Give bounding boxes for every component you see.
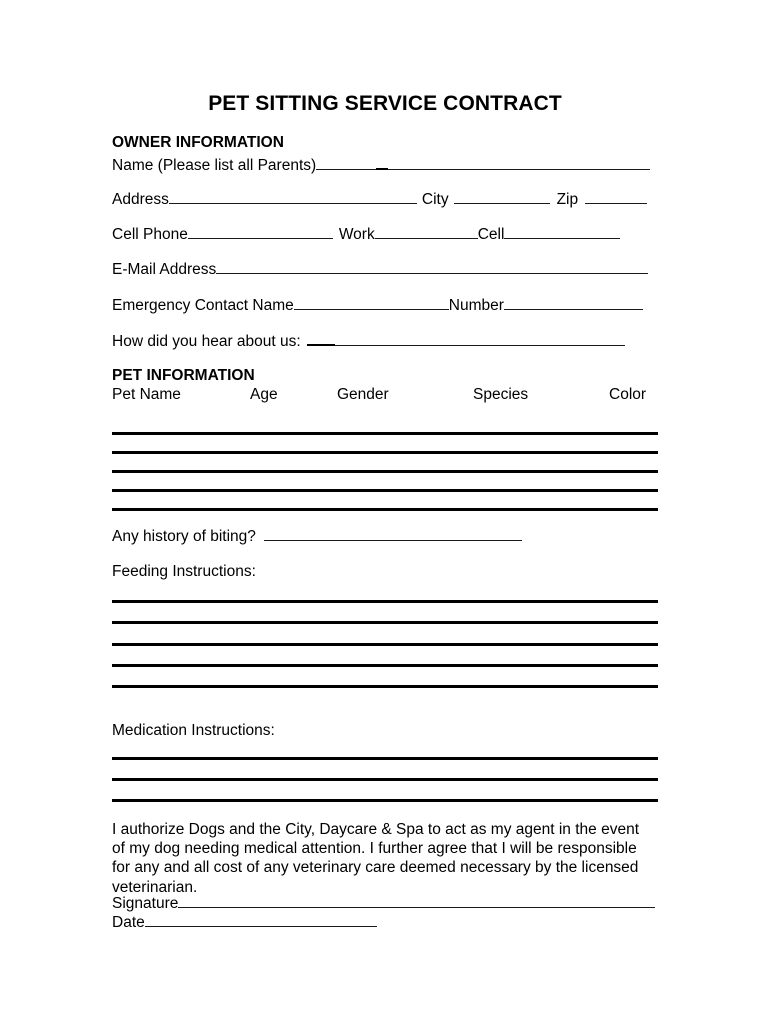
number-label: Number <box>448 297 504 314</box>
pet-table-row-line[interactable] <box>112 432 658 435</box>
column-header-color: Color <box>609 386 647 403</box>
address-input-line[interactable] <box>169 190 417 204</box>
emergency-contact-label: Emergency Contact Name <box>112 297 294 314</box>
medication-instructions-line[interactable] <box>112 799 658 802</box>
field-row-name <box>112 155 650 175</box>
feeding-instructions-line[interactable] <box>112 621 658 624</box>
field-row-email <box>112 260 648 279</box>
email-label: E-Mail Address <box>112 261 217 278</box>
feeding-instructions-line[interactable] <box>112 643 658 646</box>
city-label: City <box>421 191 449 208</box>
feeding-instructions-label: Feeding Instructions: <box>112 563 256 580</box>
emergency-number-input-line[interactable] <box>504 296 643 310</box>
pet-table-row-line[interactable] <box>112 470 658 473</box>
emergency-contact-input-line[interactable] <box>294 296 449 310</box>
medication-instructions-label: Medication Instructions: <box>112 722 275 739</box>
column-header-pet-name: Pet Name <box>112 386 181 403</box>
date-label: Date <box>112 914 145 931</box>
field-row-address <box>112 190 647 209</box>
page-title: PET SITTING SERVICE CONTRACT <box>208 92 562 115</box>
field-row-signature <box>112 894 655 913</box>
authorization-paragraph: I authorize Dogs and the City, Daycare & Spa to act as my agent in the event of my dog needing medical attention. I further agree that I will be responsible for any and all cost of any veterinary care deemed necessary by the licensed veterinarian. <box>112 821 639 896</box>
name-input-line-b[interactable] <box>376 155 388 170</box>
pet-table-row-line[interactable] <box>112 508 658 511</box>
referral-input-line-a[interactable] <box>307 331 335 346</box>
medication-instructions-label-row <box>112 722 275 740</box>
pet-table-row-line[interactable] <box>112 489 658 492</box>
work-input-line[interactable] <box>375 225 478 239</box>
referral-input-line-b[interactable] <box>335 332 625 346</box>
field-row-date <box>112 913 377 932</box>
date-input-line[interactable] <box>145 913 377 927</box>
name-input-line-c[interactable] <box>388 156 650 170</box>
signature-label: Signature <box>112 895 179 912</box>
column-header-gender: Gender <box>337 386 389 403</box>
medication-instructions-line[interactable] <box>112 757 658 760</box>
cell-phone-input-line[interactable] <box>188 225 333 239</box>
pet-information-heading: PET INFORMATION <box>112 367 255 384</box>
column-header-age: Age <box>250 386 278 403</box>
cell-input-line[interactable] <box>504 225 620 239</box>
owner-information-heading: OWNER INFORMATION <box>112 134 284 151</box>
city-input-line[interactable] <box>454 190 550 204</box>
biting-history-input-line[interactable] <box>264 527 522 541</box>
field-row-referral <box>112 331 625 351</box>
name-input-line-a[interactable] <box>316 156 376 170</box>
field-row-biting-history <box>112 527 522 546</box>
referral-label: How did you hear about us: <box>112 333 301 350</box>
pet-table-header-row <box>112 386 658 404</box>
cell-label: Cell <box>477 226 505 243</box>
cell-phone-label: Cell Phone <box>112 226 188 243</box>
name-label: Name (Please list all Parents) <box>112 157 317 174</box>
work-label: Work <box>338 226 375 243</box>
address-label: Address <box>112 191 169 208</box>
column-header-species: Species <box>473 386 529 403</box>
feeding-instructions-line[interactable] <box>112 600 658 603</box>
medication-instructions-line[interactable] <box>112 778 658 781</box>
feeding-instructions-line[interactable] <box>112 664 658 667</box>
field-row-emergency-contact <box>112 296 643 315</box>
pet-table-row-line[interactable] <box>112 451 658 454</box>
field-row-phones <box>112 225 620 244</box>
feeding-instructions-line[interactable] <box>112 685 658 688</box>
signature-input-line[interactable] <box>178 894 655 908</box>
email-input-line[interactable] <box>216 260 648 274</box>
zip-input-line[interactable] <box>585 190 647 204</box>
biting-history-label: Any history of biting? <box>112 528 256 545</box>
feeding-instructions-label-row <box>112 563 256 581</box>
zip-label: Zip <box>556 191 579 208</box>
